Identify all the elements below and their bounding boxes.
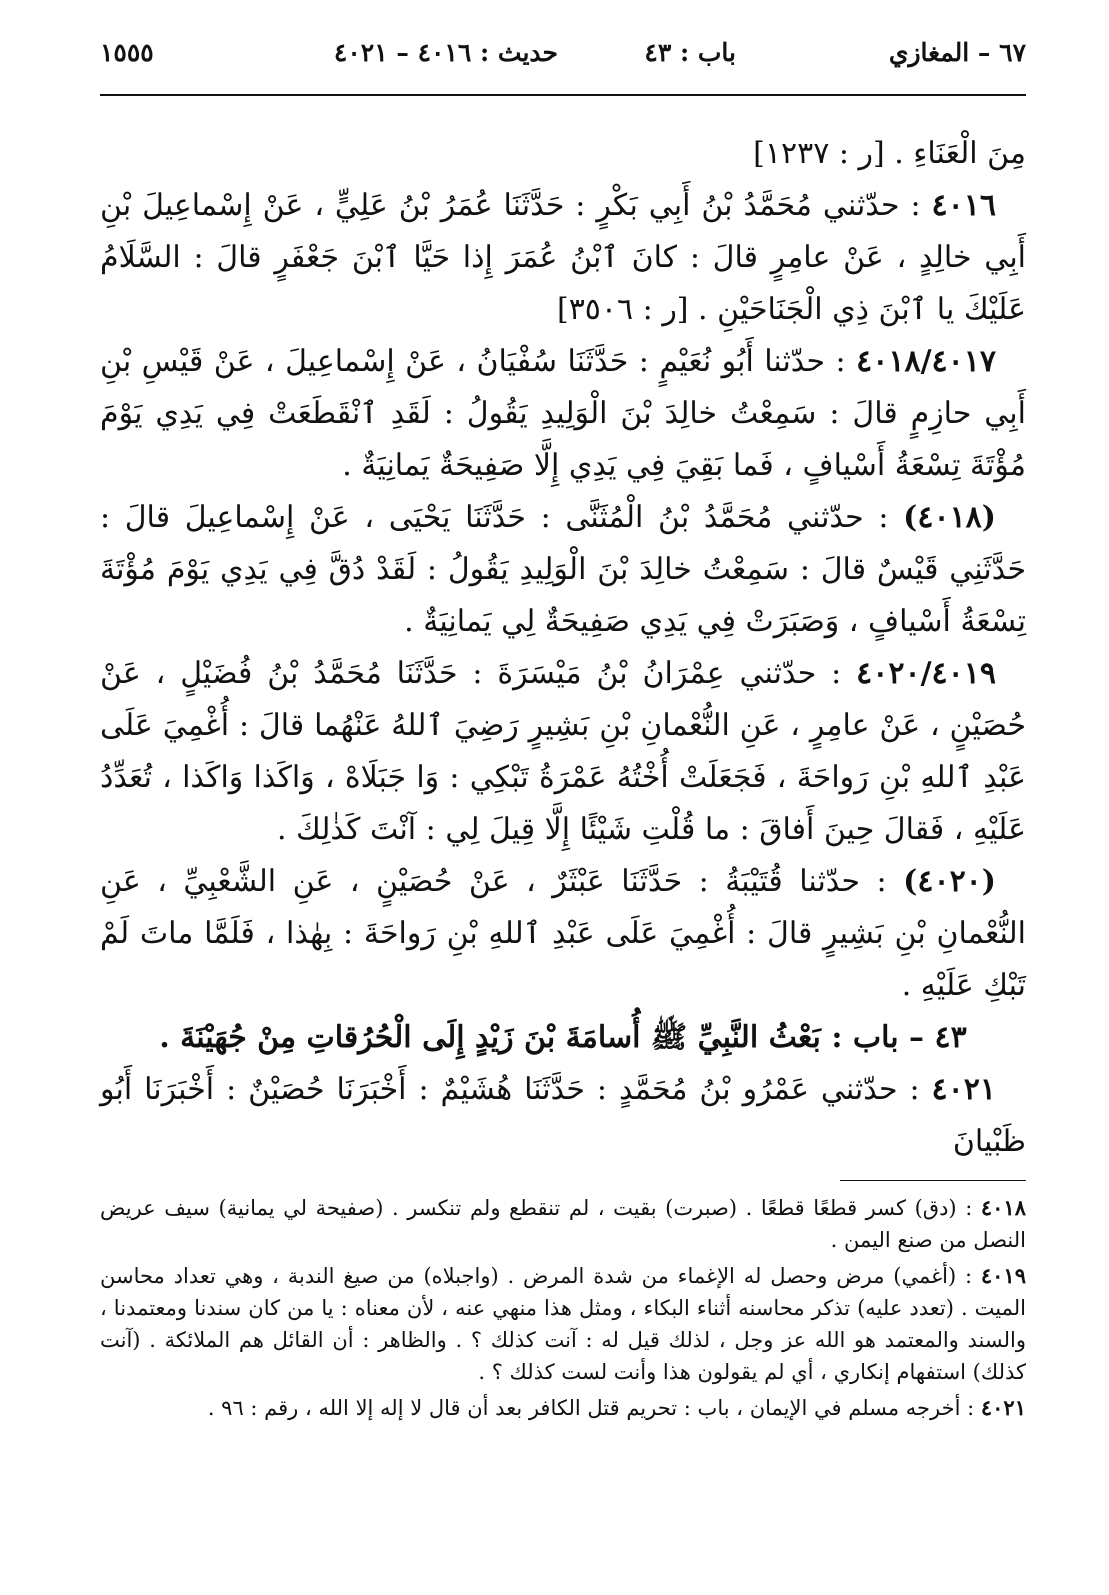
footnote-4021 — [100, 1392, 1026, 1424]
hadith-4021 — [100, 1064, 1026, 1168]
footnotes — [100, 1192, 1026, 1428]
footnote-divider — [840, 1180, 1026, 1181]
footnote-text: : (أغمي) مرض وحصل له الإغماء من شدة المرض . (واجبلاه) من صيغ الندبة ، وهي تعداد محاسن الميت . (تعدد عليه) تذكر محاسنه أثناء البكاء ، ومثل هذا منهي عنه ، لأن معناه : يا من كان سندنا ومعتمدنا ، والسند والمعتمد هو الله عز وجل ، لذلك قيل له : آنت كذلك ؟ . والظاهر : أن القائل هم الملائكة . (آنت كذلك) استفهام إنكاري ، أي لم يقولون هذا وأنت لست كذلك ؟ . — [100, 1264, 1026, 1384]
hadith-number: ٤٠١٨/٤٠١٧ — [856, 344, 996, 379]
hadith-number: (٤٠٢٠) — [903, 864, 996, 899]
hadith-text: : حدّثني عِمْرَانُ بْنُ مَيْسَرَةَ : حَدَّثَنَا مُحَمَّدُ بْنُ فُضَيْلٍ ، عَنْ حُصَيْنٍ ، عَنْ عامِرٍ ، عَنِ النُّعْمانِ بْنِ بَشِيرٍ رَضِيَ ٱللهُ عَنْهُما قالَ : أُغْمِيَ عَلَى عَبْدِ ٱللهِ بْنِ رَواحَةَ ، فَجَعَلَتْ أُخْتُهُ عَمْرَةُ تَبْكِي : وَا جَبَلَاهْ ، وَاكَذا وَاكَذا ، تُعَدِّدُ عَلَيْهِ ، فَقالَ حِينَ أَفاقَ : ما قُلْتِ شَيْئًا إِلَّا قِيلَ لِي : آنْتَ كَذٰلِكَ . — [100, 656, 1026, 847]
hadith-text: : حدّثنا أَبُو نُعَيْمٍ : حَدَّثَنَا سُفْيَانُ ، عَنْ إِسْماعِيلَ ، عَنْ قَيْسِ بْنِ أَبِي حازِمٍ قالَ : سَمِعْتُ خالِدَ بْنَ الْوَلِيدِ يَقُولُ : لَقَدِ ٱنْقَطَعَتْ فِي يَدِي يَوْمَ مُؤْتَةَ تِسْعَةُ أَسْيافٍ ، فَما بَقِيَ فِي يَدِي إِلَّا صَفِيحَةٌ يَمانِيَةٌ . — [100, 344, 1026, 483]
hadith-4020 — [100, 856, 1026, 1012]
footnote-number: ٤٠٢١ — [980, 1395, 1026, 1420]
header-bab-number: باب : ٤٣ — [644, 38, 736, 67]
header-divider — [100, 94, 1026, 96]
chapter-heading: ٤٣ – باب : بَعْثُ النَّبِيِّ ﷺ أُسامَةَ بْنَ زَيْدٍ إِلَى الْحُرُقاتِ مِنْ جُهَيْنَةَ . — [159, 1020, 967, 1055]
paragraph-text: مِنَ الْعَنَاءِ . [ر : ١٢٣٧] — [753, 136, 1026, 171]
hadith-4017-4018 — [100, 336, 1026, 492]
hadith-number: ٤٠٢٠/٤٠١٩ — [856, 656, 996, 691]
hadith-4019-4020 — [100, 648, 1026, 856]
hadith-text: : حدّثني مُحَمَّدُ بْنُ الْمُثَنَّى : حَدَّثَنَا يَحْيَى ، عَنْ إِسْماعِيلَ قالَ : حَدَّثَنِي قَيْسٌ قالَ : سَمِعْتُ خالِدَ بْنَ الْوَلِيدِ يَقُولُ : لَقَدْ دُقَّ فِي يَدِي يَوْمَ مُؤْتَةَ تِسْعَةُ أَسْيافٍ ، وَصَبَرَتْ فِي يَدِي صَفِيحَةٌ لِي يَمانِيَةٌ . — [100, 500, 1026, 639]
hadith-number: ٤٠٢١ — [931, 1072, 996, 1107]
header-chapter-title: ٦٧ – المغازي — [888, 38, 1026, 67]
continuation-paragraph — [100, 128, 1026, 180]
footnote-text: : أخرجه مسلم في الإيمان ، باب : تحريم قتل الكافر بعد أن قال لا إله إلا الله ، رقم : ٩٦ . — [207, 1396, 981, 1420]
running-header — [100, 34, 1026, 84]
footnote-number: ٤٠١٨ — [980, 1195, 1026, 1220]
hadith-text: : حدّثني مُحَمَّدُ بْنُ أَبِي بَكْرٍ : حَدَّثَنَا عُمَرُ بْنُ عَلِيٍّ ، عَنْ إِسْماعِيلَ بْنِ أَبِي خالِدٍ ، عَنْ عامِرٍ قالَ : كانَ ٱبْنُ عُمَرَ إِذا حَيَّا ٱبْنَ جَعْفَرٍ قالَ : السَّلَامُ عَلَيْكَ يا ٱبْنَ ذِي الْجَنَاحَيْنِ . [ر : ٣٥٠٦] — [100, 188, 1026, 327]
footnote-number: ٤٠١٩ — [980, 1263, 1026, 1288]
footnote-4019 — [100, 1260, 1026, 1388]
footnote-4018 — [100, 1192, 1026, 1256]
footnote-text: : (دق) كسر قطعًا قطعًا . (صبرت) بقيت ، لم تنقطع ولم تنكسر . (صفيحة لي يمانية) سيف عريض النصل من صنع اليمن . — [100, 1196, 1026, 1252]
hadith-number: ٤٠١٦ — [931, 188, 996, 223]
hadith-4018 — [100, 492, 1026, 648]
main-text — [100, 128, 1026, 1168]
hadith-number: (٤٠١٨) — [903, 500, 996, 535]
hadith-text: : حدّثني عَمْرُو بْنُ مُحَمَّدٍ : حَدَّثَنَا هُشَيْمٌ : أَخْبَرَنَا حُصَيْنٌ : أَخْبَرَنَا أَبُو ظَبْيانَ — [100, 1072, 1026, 1159]
header-hadith-range: حديث : ٤٠١٦ – ٤٠٢١ — [333, 38, 558, 67]
hadith-text: : حدّثنا قُتَيْبَةُ : حَدَّثَنَا عَبْثَرٌ ، عَنْ حُصَيْنٍ ، عَنِ الشَّعْبِيِّ ، عَنِ النُّعْمانِ بْنِ بَشِيرٍ قالَ : أُغْمِيَ عَلَى عَبْدِ ٱللهِ بْنِ رَواحَةَ : بِهٰذا ، فَلَمَّا ماتَ لَمْ تَبْكِ عَلَيْهِ . — [100, 864, 1026, 1003]
hadith-4016 — [100, 180, 1026, 336]
page-number: ١٥٥٥ — [100, 38, 154, 67]
